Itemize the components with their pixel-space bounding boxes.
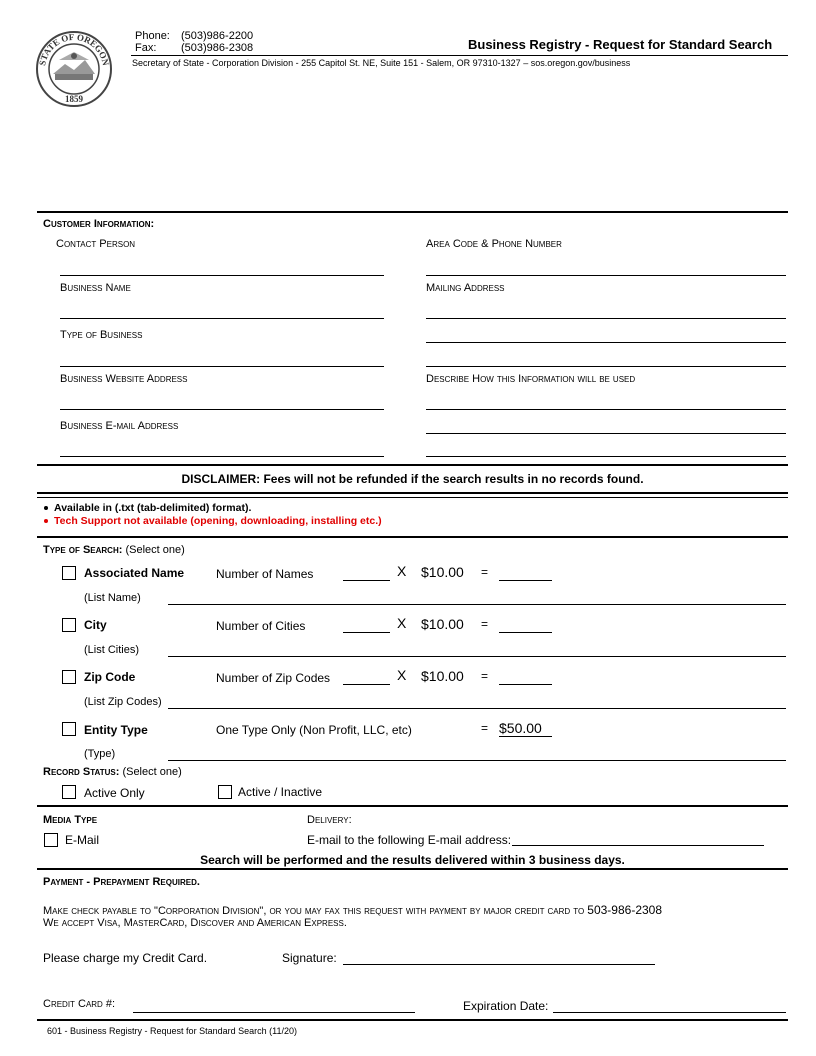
associated-name-total-field[interactable] bbox=[499, 580, 552, 581]
section-rule bbox=[37, 211, 788, 213]
zip-code-checkbox[interactable] bbox=[62, 670, 76, 684]
multiply-sign: X bbox=[397, 615, 407, 631]
entity-type-description: One Type Only (Non Profit, LLC, etc) bbox=[216, 723, 412, 737]
price-label: $10.00 bbox=[421, 668, 464, 684]
active-inactive-label: Active / Inactive bbox=[238, 785, 323, 799]
email-media-label: E-Mail bbox=[65, 833, 100, 847]
city-total-field[interactable] bbox=[499, 632, 552, 633]
entity-type-total-underline bbox=[499, 736, 552, 737]
section-rule bbox=[37, 497, 788, 498]
mailing-address-label: Mailing Address bbox=[426, 282, 505, 294]
phone-number-label: Area Code & Phone Number bbox=[426, 238, 562, 250]
equals-sign: = bbox=[481, 617, 489, 631]
svg-text:1859: 1859 bbox=[65, 94, 83, 104]
business-name-field[interactable] bbox=[60, 318, 384, 319]
delivery-email-label: E-mail to the following E-mail address: bbox=[307, 833, 512, 847]
contact-person-label: Contact Person bbox=[56, 238, 136, 250]
type-field[interactable] bbox=[168, 760, 786, 761]
number-of-cities-field[interactable] bbox=[343, 632, 390, 633]
type-of-business-field[interactable] bbox=[60, 366, 384, 367]
number-of-names-field[interactable] bbox=[343, 580, 390, 581]
equals-sign: = bbox=[481, 669, 489, 683]
svg-text:STATE OF OREGON: STATE OF OREGON bbox=[37, 31, 111, 67]
active-only-checkbox[interactable] bbox=[62, 785, 76, 799]
payment-title: Payment - Prepayment Required. bbox=[43, 876, 200, 888]
number-of-names-label: Number of Names bbox=[216, 567, 314, 581]
footer-rule bbox=[37, 1019, 788, 1021]
website-address-label: Business Website Address bbox=[60, 373, 188, 385]
phone-label: Phone: bbox=[135, 30, 170, 42]
mailing-address-field-3[interactable] bbox=[426, 366, 786, 367]
credit-card-number-label: Credit Card #: bbox=[43, 998, 116, 1010]
format-note: Available in (.txt (tab-delimited) format). bbox=[44, 502, 251, 514]
fax-value: (503)986-2308 bbox=[181, 42, 254, 54]
agency-address: Secretary of State - Corporation Division - 255 Capitol St. NE, Suite 151 - Salem, OR 97310-1327 – sos.oregon.gov/business bbox=[132, 58, 631, 68]
section-rule bbox=[37, 536, 788, 538]
number-of-zip-codes-label: Number of Zip Codes bbox=[216, 671, 331, 685]
list-name-field[interactable] bbox=[168, 604, 786, 605]
charge-card-label: Please charge my Credit Card. bbox=[43, 951, 208, 965]
email-address-field[interactable] bbox=[60, 456, 384, 457]
fax-label: Fax: bbox=[135, 42, 157, 54]
entity-type-label: Entity Type bbox=[84, 723, 148, 737]
describe-use-field-3[interactable] bbox=[426, 456, 786, 457]
phone-value: (503)986-2200 bbox=[181, 30, 254, 42]
active-only-label: Active Only bbox=[84, 786, 145, 800]
describe-use-field-2[interactable] bbox=[426, 433, 786, 434]
active-inactive-checkbox[interactable] bbox=[218, 785, 232, 799]
contact-person-field[interactable] bbox=[60, 275, 384, 276]
website-address-field[interactable] bbox=[60, 409, 384, 410]
oregon-state-seal bbox=[35, 30, 113, 108]
city-label: City bbox=[84, 618, 107, 632]
entity-type-checkbox[interactable] bbox=[62, 722, 76, 736]
type-of-business-label: Type of Business bbox=[60, 329, 143, 341]
price-label: $10.00 bbox=[421, 564, 464, 580]
section-rule bbox=[37, 464, 788, 466]
disclaimer-text: DISCLAIMER: Fees will not be refunded if the search results in no records found. bbox=[181, 472, 644, 486]
describe-use-field-1[interactable] bbox=[426, 409, 786, 410]
multiply-sign: X bbox=[397, 563, 407, 579]
entity-type-total: $50.00 bbox=[499, 720, 542, 736]
associated-name-label: Associated Name bbox=[84, 566, 185, 580]
type-label: (Type) bbox=[84, 748, 116, 760]
email-media-checkbox[interactable] bbox=[44, 833, 58, 847]
expiration-date-field[interactable] bbox=[553, 1012, 786, 1013]
list-zip-codes-field[interactable] bbox=[168, 708, 786, 709]
credit-card-number-field[interactable] bbox=[133, 1012, 415, 1013]
delivery-title: Delivery: bbox=[307, 814, 352, 826]
equals-sign: = bbox=[481, 721, 489, 735]
form-title: Business Registry - Request for Standard Search bbox=[468, 37, 773, 52]
section-rule bbox=[37, 492, 788, 494]
equals-sign: = bbox=[481, 565, 489, 579]
list-name-label: (List Name) bbox=[84, 592, 141, 604]
mailing-address-field-1[interactable] bbox=[426, 318, 786, 319]
zip-code-label: Zip Code bbox=[84, 670, 136, 684]
payment-instructions: Make check payable to "Corporation Division", or you may fax this request with payment by major credit card to 503-986-2308 bbox=[43, 903, 663, 917]
number-of-zip-codes-field[interactable] bbox=[343, 684, 390, 685]
mailing-address-field-2[interactable] bbox=[426, 342, 786, 343]
number-of-cities-label: Number of Cities bbox=[216, 619, 306, 633]
media-type-title: Media Type bbox=[43, 814, 98, 826]
phone-number-field[interactable] bbox=[426, 275, 786, 276]
accepted-cards: We accept Visa, MasterCard, Discover and American Express. bbox=[43, 917, 347, 929]
zip-code-total-field[interactable] bbox=[499, 684, 552, 685]
search-section-title: Type of Search: (Select one) bbox=[43, 544, 185, 556]
bullet-icon bbox=[44, 519, 48, 523]
customer-section-title: Customer Information: bbox=[43, 218, 155, 230]
delivery-email-field[interactable] bbox=[512, 845, 764, 846]
list-cities-field[interactable] bbox=[168, 656, 786, 657]
price-label: $10.00 bbox=[421, 616, 464, 632]
signature-field[interactable] bbox=[343, 964, 655, 965]
header-rule bbox=[131, 55, 788, 56]
record-status-title: Record Status: (Select one) bbox=[43, 766, 182, 778]
section-rule bbox=[37, 805, 788, 807]
expiration-date-label: Expiration Date: bbox=[463, 999, 549, 1013]
form-footer: 601 - Business Registry - Request for Standard Search (11/20) bbox=[47, 1026, 297, 1036]
turnaround-note: Search will be performed and the results delivered within 3 business days. bbox=[200, 853, 625, 867]
signature-label: Signature: bbox=[282, 951, 337, 965]
bullet-icon bbox=[44, 506, 48, 510]
describe-use-label: Describe How this Information will be used bbox=[426, 373, 636, 385]
list-cities-label: (List Cities) bbox=[84, 644, 140, 656]
list-zip-codes-label: (List Zip Codes) bbox=[84, 696, 162, 708]
business-name-label: Business Name bbox=[60, 282, 131, 294]
email-address-label: Business E-mail Address bbox=[60, 420, 179, 432]
city-checkbox[interactable] bbox=[62, 618, 76, 632]
associated-name-checkbox[interactable] bbox=[62, 566, 76, 580]
section-rule bbox=[37, 868, 788, 870]
multiply-sign: X bbox=[397, 667, 407, 683]
support-note: Tech Support not available (opening, downloading, installing etc.) bbox=[44, 515, 382, 527]
